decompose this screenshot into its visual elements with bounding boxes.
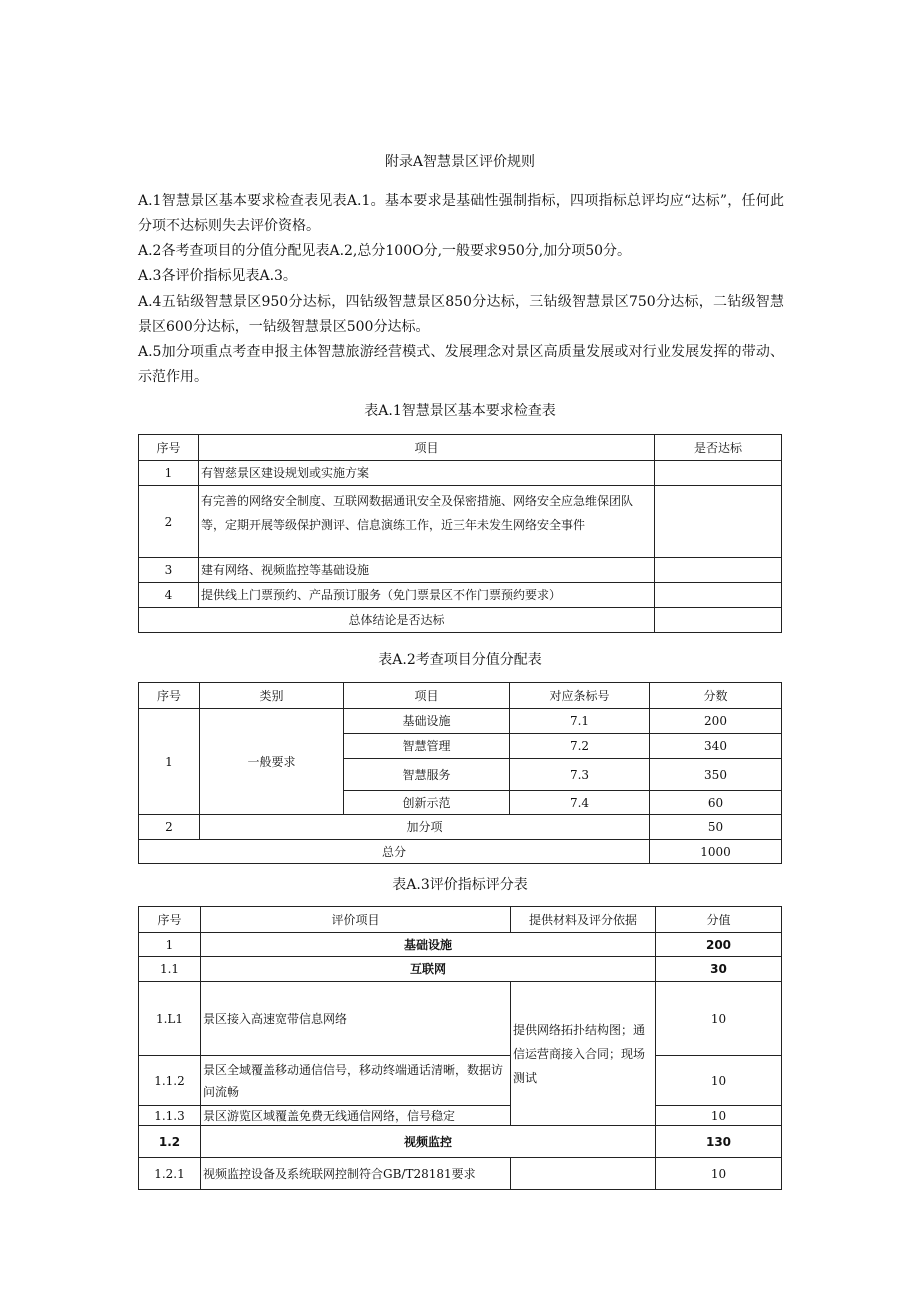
table-a1 — [138, 434, 782, 633]
table3-header-no: 序号 — [139, 907, 201, 933]
table-row-no: 1.L1 — [139, 982, 201, 1056]
table-row-item: 智慧管理 — [344, 734, 510, 759]
table-row-score: 10 — [656, 1056, 782, 1106]
table-row-score: 350 — [650, 759, 782, 791]
table3-internet-no: 1.1 — [139, 957, 201, 982]
table3-basic-no: 1 — [139, 933, 201, 957]
table-row-item: 提供线上门票预约、产品预订服务（免门票景区不作门票预约要求） — [199, 583, 655, 608]
table2-caption: 表A.2考查项目分值分配表 — [378, 652, 542, 668]
table-a3 — [138, 906, 782, 1190]
table2-bonus-score: 50 — [650, 815, 782, 840]
table2-bonus-item: 加分项 — [200, 815, 650, 840]
table3-evidence: 提供网络拓扑结构图；通信运营商接入合同；现场测试 — [511, 982, 656, 1126]
paragraph-a3: A.3各评价指标见表A.3。 — [138, 268, 297, 284]
table3-basic-item: 基础设施 — [201, 933, 656, 957]
table3-video-item: 视频监控 — [201, 1126, 656, 1158]
table-row-no: 4 — [139, 583, 199, 608]
table-row-no: 2 — [139, 486, 199, 558]
table-a2 — [138, 682, 782, 864]
table-row-pass — [655, 461, 782, 486]
table1-footer-pass — [655, 608, 782, 633]
table1-header-no: 序号 — [139, 435, 199, 461]
table3-internet-score: 30 — [656, 957, 782, 982]
table3-video-sub-item: 视频监控设备及系统联网控制符合GB/T28181要求 — [201, 1158, 511, 1190]
table-row-clause: 7.4 — [510, 791, 650, 815]
table3-video-sub-evidence — [511, 1158, 656, 1190]
table3-video-score: 130 — [656, 1126, 782, 1158]
table-row-pass — [655, 558, 782, 583]
table1-header-item: 项目 — [199, 435, 655, 461]
table3-header-score: 分值 — [656, 907, 782, 933]
table-row-no: 1.1.2 — [139, 1056, 201, 1106]
paragraph-a5: A.5加分项重点考查申报主体智慧旅游经营模式、发展理念对景区高质量发展或对行业发展发挥的带动、示范作用。 — [138, 344, 784, 385]
table-row-pass — [655, 583, 782, 608]
table-row-item: 景区接入高速宽带信息网络 — [201, 982, 511, 1056]
table-row-item: 有智慈景区建设规划或实施方案 — [199, 461, 655, 486]
table1-caption: 表A.1智慧景区基本要求检查表 — [364, 403, 556, 419]
table-row-no: 1.1.3 — [139, 1106, 201, 1126]
table-row-score: 60 — [650, 791, 782, 815]
table2-header-item: 项目 — [344, 683, 510, 709]
table3-header-item: 评价项目 — [201, 907, 511, 933]
table-row-no: 3 — [139, 558, 199, 583]
table-row-score: 200 — [650, 709, 782, 734]
table-row-item: 景区全域覆盖移动通信信号，移动终端通话清晰，数据访问流畅 — [201, 1056, 511, 1106]
table3-header-evidence: 提供材料及评分依据 — [511, 907, 656, 933]
table-row-item: 景区游览区域覆盖免费无线通信网络，信号稳定 — [201, 1106, 511, 1126]
table-row-item: 智慧服务 — [344, 759, 510, 791]
table-row-score: 10 — [656, 1106, 782, 1126]
table-row-no: 1 — [139, 461, 199, 486]
table2-group-no: 1 — [139, 709, 200, 815]
table1-header-pass: 是否达标 — [655, 435, 782, 461]
table-row-pass — [655, 486, 782, 558]
table-row-score: 10 — [656, 982, 782, 1056]
table2-header-score: 分数 — [650, 683, 782, 709]
table3-basic-score: 200 — [656, 933, 782, 957]
appendix-title: 附录A智慧景区评价规则 — [384, 154, 536, 170]
paragraph-a2: A.2各考查项目的分值分配见表A.2,总分100O分,一般要求950分,加分项50分。 — [138, 243, 632, 259]
table-row-score: 340 — [650, 734, 782, 759]
table-row-item: 基础设施 — [344, 709, 510, 734]
table2-header-no: 序号 — [139, 683, 200, 709]
table3-video-sub-score: 10 — [656, 1158, 782, 1190]
table2-header-category: 类别 — [200, 683, 344, 709]
table1-footer: 总体结论是否达标 — [139, 608, 655, 633]
paragraph-a1: A.1智慧景区基本要求检查表见表A.1。基本要求是基础性强制指标，四项指标总评均应“达标”，任何此分项不达标则失去评价资格。 — [138, 193, 784, 234]
table-row-clause: 7.1 — [510, 709, 650, 734]
table-row-item: 有完善的网络安全制度、互联网数据通讯安全及保密措施、网络安全应急维保团队等，定期开展等级保护测评、信息演练工作，近三年未发生网络安全事件 — [199, 486, 655, 558]
table-row-clause: 7.2 — [510, 734, 650, 759]
table-row-item: 建有网络、视频监控等基础设施 — [199, 558, 655, 583]
table2-total-label: 总分 — [139, 840, 650, 864]
table-row-item: 创新示范 — [344, 791, 510, 815]
table3-video-no: 1.2 — [139, 1126, 201, 1158]
table2-group-category: 一般要求 — [200, 709, 344, 815]
table3-caption: 表A.3评价指标评分表 — [392, 877, 528, 893]
table3-video-sub-no: 1.2.1 — [139, 1158, 201, 1190]
table-row-clause: 7.3 — [510, 759, 650, 791]
table2-bonus-no: 2 — [139, 815, 200, 840]
table2-total-score: 1000 — [650, 840, 782, 864]
table2-header-clause: 对应条标号 — [510, 683, 650, 709]
table3-internet-item: 互联网 — [201, 957, 656, 982]
paragraph-a4: A.4五钻级智慧景区950分达标，四钻级智慧景区850分达标，三钻级智慧景区750分达标，二钻级智慧景区600分达标，一钻级智慧景区500分达标。 — [138, 294, 784, 335]
